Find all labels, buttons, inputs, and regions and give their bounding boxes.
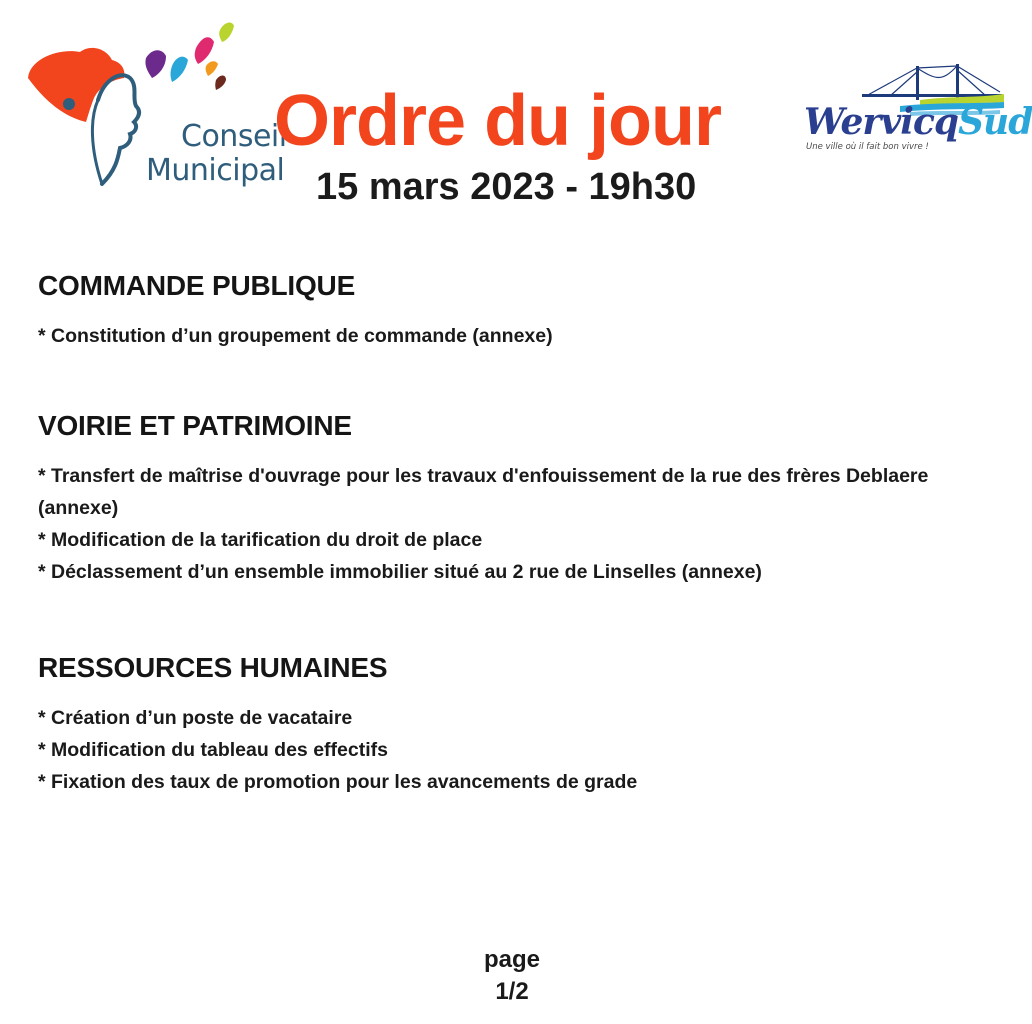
agenda-item: * Modification du tableau des effectifs bbox=[38, 739, 388, 761]
wervicq-sud-name bbox=[804, 102, 1032, 142]
agenda-list bbox=[38, 702, 988, 798]
wervicq-name-part2: Sud bbox=[958, 101, 1032, 143]
page-title: Ordre du jour bbox=[274, 81, 722, 161]
agenda-item: * Création d’un poste de vacataire bbox=[38, 707, 353, 729]
section-ressources-humaines bbox=[38, 644, 988, 798]
page-number bbox=[452, 944, 572, 1008]
meeting-date: 15 mars 2023 - 19h30 bbox=[316, 166, 697, 208]
logo-line-1: Conseil bbox=[181, 119, 287, 154]
wervicq-tagline: Une ville où il fait bon vivre ! bbox=[806, 142, 929, 152]
agenda-item: * Modification de la tarification du droit de place bbox=[38, 529, 483, 551]
conseil-municipal-text bbox=[146, 120, 287, 188]
wervicq-name-part1: Wervicq bbox=[804, 101, 959, 143]
agenda-item: * Transfert de maîtrise d'ouvrage pour les travaux d'enfouissement de la rue des frères Deblaere (annexe) bbox=[38, 465, 929, 519]
agenda-item: * Déclassement d’un ensemble immobilier situé au 2 rue de Linselles (annexe) bbox=[38, 561, 762, 583]
page-label: page bbox=[483, 946, 540, 973]
logo-line-2: Municipal bbox=[146, 153, 285, 188]
section-voirie-patrimoine bbox=[38, 402, 988, 588]
agenda-item: * Constitution d’un groupement de commande (annexe) bbox=[38, 325, 553, 347]
section-heading: RESSOURCES HUMAINES bbox=[38, 652, 388, 683]
conseil-municipal-logo bbox=[20, 8, 287, 208]
section-heading: COMMANDE PUBLIQUE bbox=[38, 270, 356, 301]
section-heading: VOIRIE ET PATRIMOINE bbox=[38, 410, 352, 441]
agenda-list bbox=[38, 320, 988, 352]
page-header bbox=[0, 0, 1032, 230]
agenda-list bbox=[38, 460, 988, 588]
wervicq-sud-logo bbox=[800, 62, 1032, 158]
section-commande-publique bbox=[38, 262, 988, 352]
page-count: 1/2 bbox=[495, 978, 529, 1005]
agenda-item: * Fixation des taux de promotion pour les avancements de grade bbox=[38, 771, 638, 793]
